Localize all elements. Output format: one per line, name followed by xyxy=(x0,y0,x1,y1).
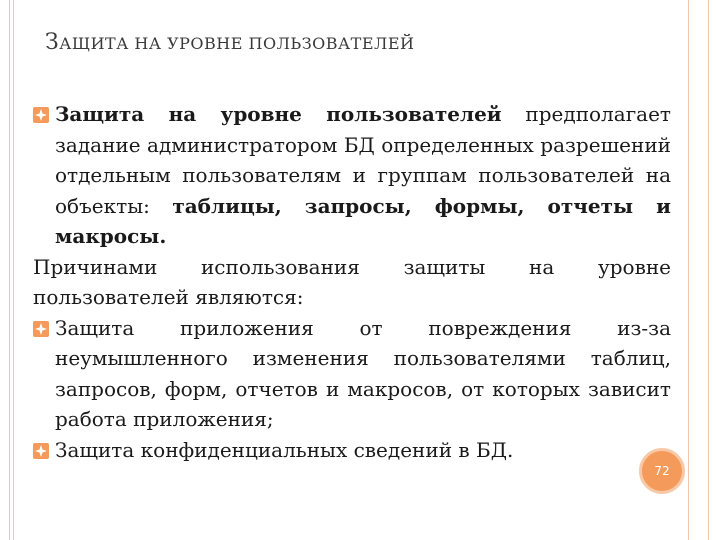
slide-title xyxy=(45,30,415,55)
bullet1-bold-end: таблицы, запросы, формы, отчеты и макросы. xyxy=(55,193,671,248)
reasons-paragraph: Причинами использования защиты на уровне пользователей являются: xyxy=(33,254,671,309)
title-first-letter: З xyxy=(45,30,60,55)
cross-bullet-icon xyxy=(33,321,49,337)
bullet-item xyxy=(33,99,671,252)
cross-bullet-icon xyxy=(33,107,49,123)
bullet1-bold-lead: Защита на уровне пользователей xyxy=(55,102,502,126)
title-rest: АЩИТА НА УРОВНЕ ПОЛЬЗОВАТЕЛЕЙ xyxy=(59,34,415,53)
bullet3-text: Защита конфиденциальных сведений в БД. xyxy=(55,437,514,462)
bullet1-text: предполагает задание администратором БД определенных разрешений отдельным пользователям и группам пользователей на объекты: xyxy=(55,102,671,218)
bullet-item xyxy=(33,313,671,435)
bullet-item xyxy=(33,435,671,466)
cross-bullet-icon xyxy=(33,443,49,459)
slide-content xyxy=(33,99,671,465)
bullet2-text: Защита приложения от повреждения из-за неумышленного изменения пользователями таблиц, запросов, форм, отчетов и макросов, от которых зависит работа приложения; xyxy=(55,315,671,431)
page-number-badge: 72 xyxy=(639,448,685,494)
